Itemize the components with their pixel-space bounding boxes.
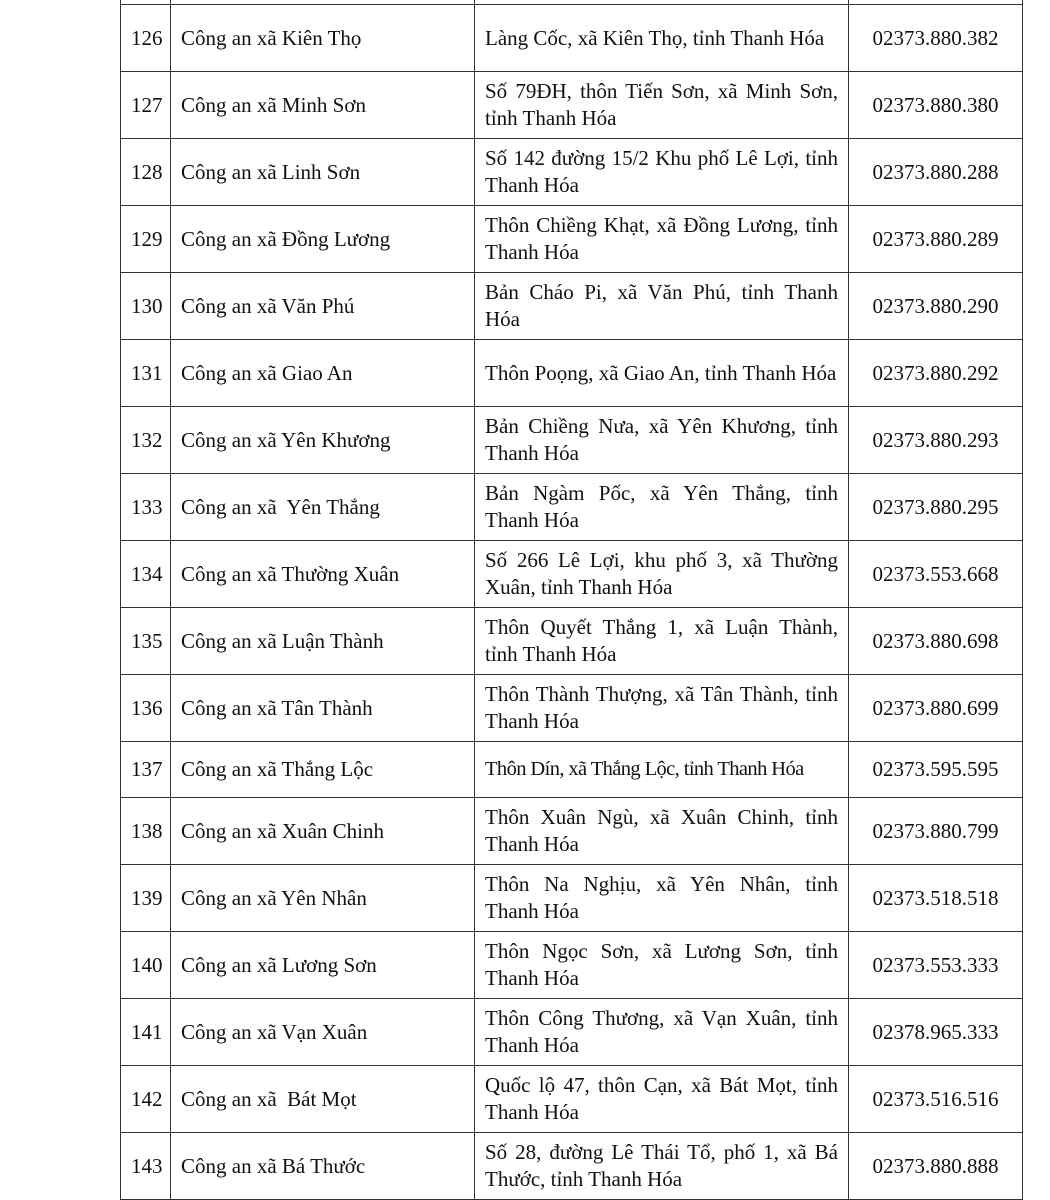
station-name: Công an xã Tân Thành xyxy=(171,675,475,742)
table-row xyxy=(121,1133,1023,1200)
table-row xyxy=(121,273,1023,340)
station-phone: 02373.880.292 xyxy=(849,340,1023,407)
station-address: Thôn Xuân Ngù, xã Xuân Chinh, tỉnh Thanh Hóa xyxy=(475,798,849,865)
table-row xyxy=(121,5,1023,72)
station-phone: 02373.880.799 xyxy=(849,798,1023,865)
station-address: Thôn Quyết Thắng 1, xã Luận Thành, tỉnh Thanh Hóa xyxy=(475,608,849,675)
row-number: 136 xyxy=(121,675,171,742)
station-name: Công an xã Yên Nhân xyxy=(171,865,475,932)
station-phone: 02373.880.288 xyxy=(849,139,1023,206)
row-number: 142 xyxy=(121,1066,171,1133)
station-phone: 02373.880.382 xyxy=(849,5,1023,72)
row-number: 143 xyxy=(121,1133,171,1200)
station-name: Công an xã Giao An xyxy=(171,340,475,407)
station-name: Công an xã Văn Phú xyxy=(171,273,475,340)
station-name: Công an xã Lương Sơn xyxy=(171,932,475,999)
station-phone: 02373.518.518 xyxy=(849,865,1023,932)
station-phone: 02373.880.888 xyxy=(849,1133,1023,1200)
table-row xyxy=(121,999,1023,1066)
table-row xyxy=(121,139,1023,206)
station-phone: 02373.880.295 xyxy=(849,474,1023,541)
station-name: Công an xã Linh Sơn xyxy=(171,139,475,206)
table-row xyxy=(121,72,1023,139)
station-address: Thôn Thành Thượng, xã Tân Thành, tỉnh Thanh Hóa xyxy=(475,675,849,742)
table-row xyxy=(121,1066,1023,1133)
station-address: Làng Cốc, xã Kiên Thọ, tỉnh Thanh Hóa xyxy=(475,5,849,72)
row-number: 129 xyxy=(121,206,171,273)
station-address: Số 28, đường Lê Thái Tổ, phố 1, xã Bá Thước, tỉnh Thanh Hóa xyxy=(475,1133,849,1200)
table-row xyxy=(121,675,1023,742)
station-address: Số 266 Lê Lợi, khu phố 3, xã Thường Xuân, tỉnh Thanh Hóa xyxy=(475,541,849,608)
station-name: Công an xã Yên Khương xyxy=(171,407,475,474)
table-row xyxy=(121,742,1023,798)
station-phone: 02373.880.289 xyxy=(849,206,1023,273)
table-row xyxy=(121,206,1023,273)
row-number: 135 xyxy=(121,608,171,675)
row-number: 132 xyxy=(121,407,171,474)
station-name: Công an xã Luận Thành xyxy=(171,608,475,675)
table-row xyxy=(121,608,1023,675)
row-number: 137 xyxy=(121,742,171,798)
row-number: 141 xyxy=(121,999,171,1066)
station-address: Bản Cháo Pi, xã Văn Phú, tỉnh Thanh Hóa xyxy=(475,273,849,340)
station-name: Công an xã Bá Thước xyxy=(171,1133,475,1200)
row-number: 127 xyxy=(121,72,171,139)
station-address: Bản Chiềng Nưa, xã Yên Khương, tỉnh Thanh Hóa xyxy=(475,407,849,474)
station-name: Công an xã Yên Thắng xyxy=(171,474,475,541)
station-phone: 02373.553.333 xyxy=(849,932,1023,999)
station-phone: 02373.880.699 xyxy=(849,675,1023,742)
station-name: Công an xã Đồng Lương xyxy=(171,206,475,273)
row-number: 138 xyxy=(121,798,171,865)
station-address: Thôn Ngọc Sơn, xã Lương Sơn, tỉnh Thanh Hóa xyxy=(475,932,849,999)
station-name: Công an xã Thường Xuân xyxy=(171,541,475,608)
station-address: Thôn Na Nghịu, xã Yên Nhân, tỉnh Thanh Hóa xyxy=(475,865,849,932)
row-number: 140 xyxy=(121,932,171,999)
station-address: Quốc lộ 47, thôn Cạn, xã Bát Mọt, tỉnh Thanh Hóa xyxy=(475,1066,849,1133)
row-number: 126 xyxy=(121,5,171,72)
table-row xyxy=(121,865,1023,932)
station-name: Công an xã Bát Mọt xyxy=(171,1066,475,1133)
station-name: Công an xã Kiên Thọ xyxy=(171,5,475,72)
table-row xyxy=(121,798,1023,865)
station-address: Thôn Dín, xã Thắng Lộc, tỉnh Thanh Hóa xyxy=(475,742,849,798)
station-address: Thôn Công Thương, xã Vạn Xuân, tỉnh Thanh Hóa xyxy=(475,999,849,1066)
station-phone: 02373.880.698 xyxy=(849,608,1023,675)
table-row xyxy=(121,541,1023,608)
station-address: Bản Ngàm Pốc, xã Yên Thắng, tỉnh Thanh Hóa xyxy=(475,474,849,541)
station-phone: 02373.880.290 xyxy=(849,273,1023,340)
station-name: Công an xã Vạn Xuân xyxy=(171,999,475,1066)
station-phone: 02378.965.333 xyxy=(849,999,1023,1066)
row-number: 128 xyxy=(121,139,171,206)
station-name: Công an xã Minh Sơn xyxy=(171,72,475,139)
row-number: 131 xyxy=(121,340,171,407)
station-name: Công an xã Xuân Chinh xyxy=(171,798,475,865)
station-phone: 02373.516.516 xyxy=(849,1066,1023,1133)
table-body xyxy=(121,0,1023,1200)
table-row xyxy=(121,474,1023,541)
station-phone: 02373.595.595 xyxy=(849,742,1023,798)
station-phone: 02373.553.668 xyxy=(849,541,1023,608)
row-number: 133 xyxy=(121,474,171,541)
row-number: 139 xyxy=(121,865,171,932)
station-address: Thôn Chiềng Khạt, xã Đồng Lương, tỉnh Thanh Hóa xyxy=(475,206,849,273)
table-row xyxy=(121,932,1023,999)
station-name: Công an xã Thắng Lộc xyxy=(171,742,475,798)
station-address: Thôn Poọng, xã Giao An, tỉnh Thanh Hóa xyxy=(475,340,849,407)
table-row xyxy=(121,340,1023,407)
station-address: Số 142 đường 15/2 Khu phố Lê Lợi, tỉnh Thanh Hóa xyxy=(475,139,849,206)
station-phone: 02373.880.380 xyxy=(849,72,1023,139)
police-directory-table xyxy=(120,0,1023,1200)
station-address: Số 79ĐH, thôn Tiến Sơn, xã Minh Sơn, tỉnh Thanh Hóa xyxy=(475,72,849,139)
row-number: 130 xyxy=(121,273,171,340)
row-number: 134 xyxy=(121,541,171,608)
station-phone: 02373.880.293 xyxy=(849,407,1023,474)
table-row xyxy=(121,407,1023,474)
